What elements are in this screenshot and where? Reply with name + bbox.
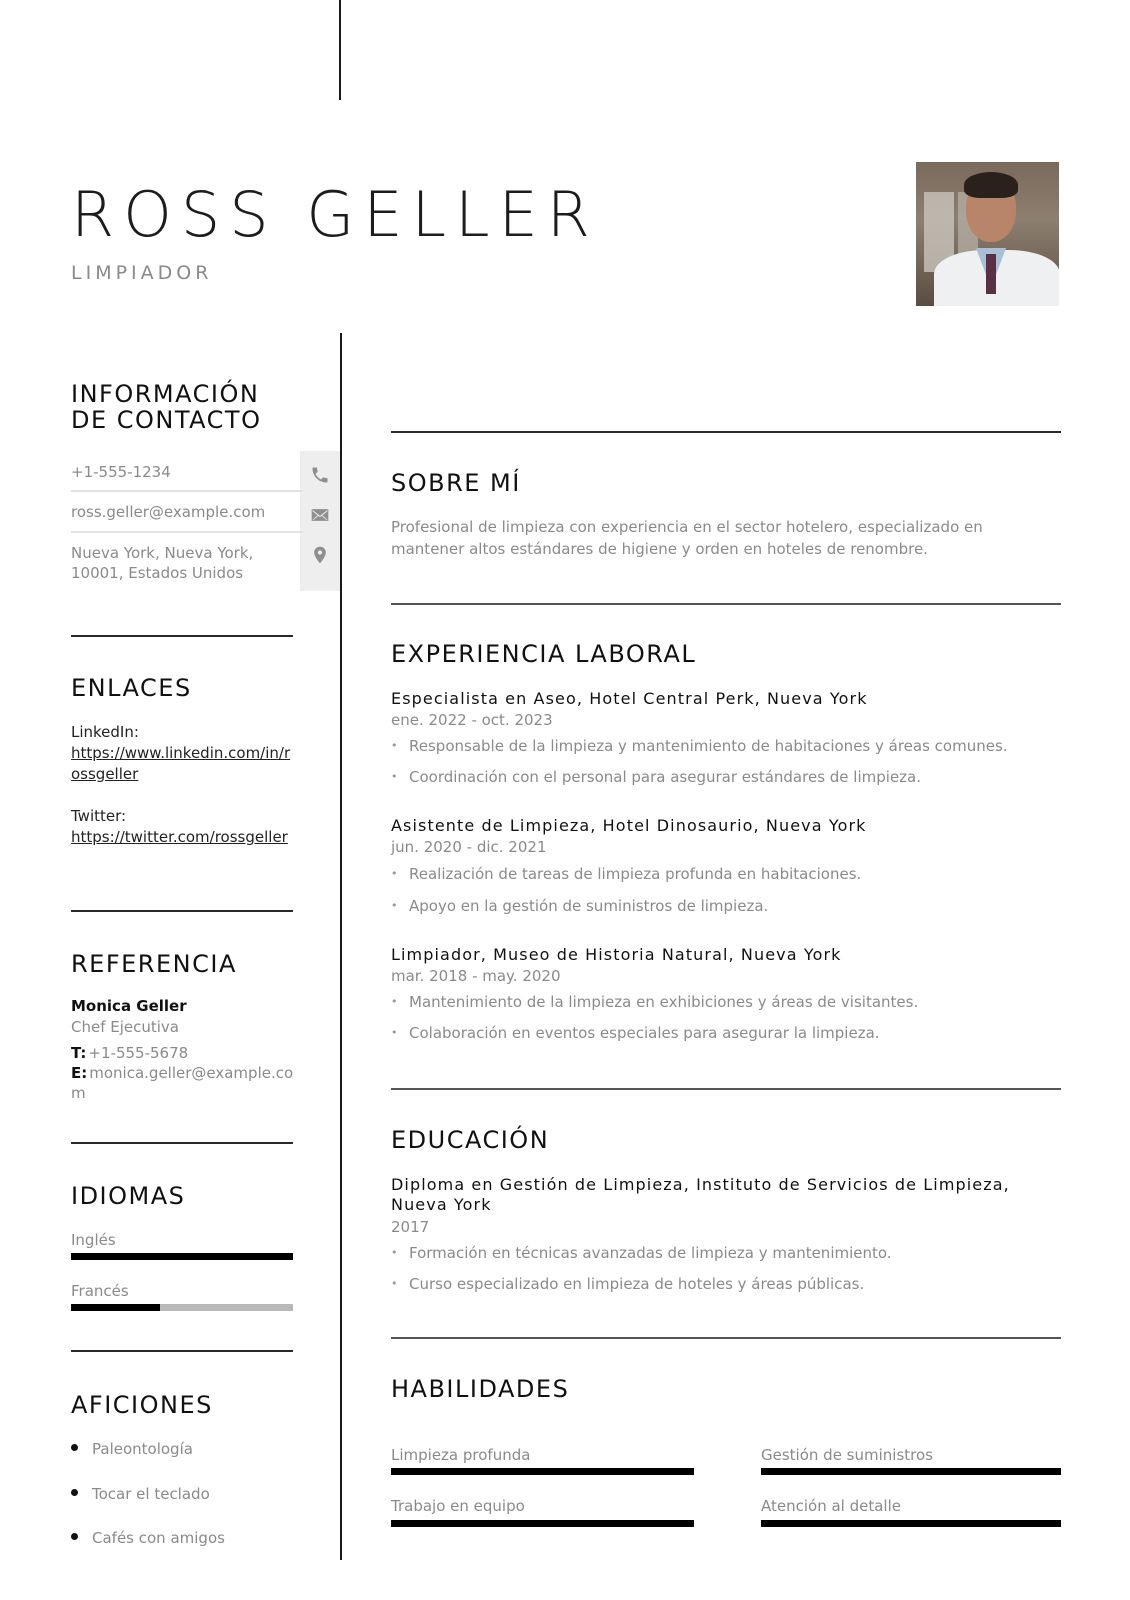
section-divider bbox=[71, 1142, 293, 1144]
about-text: Profesional de limpieza con experiencia en el sector hotelero, especializado en mantener altos estándares de higiene y orden en hoteles de renombre. bbox=[391, 518, 983, 558]
job-heading: Asistente de Limpieza, Hotel Dinosaurio, Nueva York bbox=[391, 816, 867, 835]
skill-level-bar bbox=[391, 1468, 694, 1475]
reference-phone-label: T: bbox=[71, 1044, 87, 1062]
mail-icon bbox=[310, 505, 330, 525]
location-pin-icon bbox=[310, 545, 330, 565]
skill-label: Atención al detalle bbox=[761, 1497, 901, 1515]
language-french-bar bbox=[71, 1304, 293, 1311]
section-divider bbox=[391, 603, 1061, 605]
job-bullet: • Coordinación con el personal para asegurar estándares de limpieza. bbox=[391, 768, 921, 786]
education-section-title: EDUCACIÓN bbox=[391, 1126, 550, 1154]
section-divider bbox=[71, 635, 293, 637]
education-heading: Diploma en Gestión de Limpieza, Instituto de Servicios de Limpieza, Nueva York bbox=[391, 1175, 1010, 1214]
job-heading: Limpiador, Museo de Historia Natural, Nueva York bbox=[391, 945, 842, 964]
hobby-item: Tocar el teclado bbox=[71, 1485, 210, 1503]
reference-phone[interactable]: +1-555-5678 bbox=[88, 1044, 189, 1062]
contact-title-line1: INFORMACIÓN bbox=[71, 380, 260, 408]
bullet-dot-icon bbox=[71, 1489, 78, 1496]
job-dates: jun. 2020 - dic. 2021 bbox=[391, 838, 547, 856]
education-bullet: • Curso especializado en limpieza de hoteles y áreas públicas. bbox=[391, 1275, 865, 1293]
top-vertical-divider bbox=[339, 0, 341, 100]
column-vertical-divider bbox=[340, 333, 342, 1560]
skill-level-bar bbox=[761, 1520, 1061, 1527]
contact-section-title bbox=[71, 381, 261, 433]
job-bullet: • Realización de tareas de limpieza profunda en habitaciones. bbox=[391, 865, 862, 883]
section-divider bbox=[71, 910, 293, 912]
skill-label: Gestión de suministros bbox=[761, 1446, 933, 1464]
contact-phone[interactable]: +1-555-1234 bbox=[71, 463, 171, 481]
reference-section-title: REFERENCIA bbox=[71, 950, 237, 978]
contact-divider bbox=[71, 490, 303, 492]
hobby-item: Cafés con amigos bbox=[71, 1529, 225, 1547]
reference-name: Monica Geller bbox=[71, 997, 187, 1015]
contact-address bbox=[71, 543, 301, 583]
links-section-title: ENLACES bbox=[71, 674, 192, 702]
skill-label: Limpieza profunda bbox=[391, 1446, 531, 1464]
twitter-link[interactable]: https://twitter.com/rossgeller bbox=[71, 828, 288, 846]
language-level-fill bbox=[71, 1253, 293, 1260]
skills-section-title: HABILIDADES bbox=[391, 1375, 570, 1403]
job-dates: ene. 2022 - oct. 2023 bbox=[391, 711, 553, 729]
language-french-label: Francés bbox=[71, 1282, 129, 1300]
bullet-dot-icon bbox=[71, 1533, 78, 1540]
contact-email[interactable]: ross.geller@example.com bbox=[71, 503, 266, 521]
skill-level-bar bbox=[761, 1468, 1061, 1475]
skill-label: Trabajo en equipo bbox=[391, 1497, 525, 1515]
job-heading: Especialista en Aseo, Hotel Central Perk, Nueva York bbox=[391, 689, 868, 708]
languages-section-title: IDIOMAS bbox=[71, 1182, 186, 1210]
reference-role: Chef Ejecutiva bbox=[71, 1018, 180, 1036]
reference-email-label: E: bbox=[71, 1064, 88, 1082]
education-bullet: • Formación en técnicas avanzadas de limpieza y mantenimiento. bbox=[391, 1244, 892, 1262]
job-bullet: • Apoyo en la gestión de suministros de limpieza. bbox=[391, 897, 769, 915]
section-divider bbox=[391, 1337, 1061, 1339]
about-section-title: SOBRE MÍ bbox=[391, 469, 521, 497]
section-divider bbox=[391, 431, 1061, 433]
education-year: 2017 bbox=[391, 1218, 430, 1236]
language-level-fill bbox=[71, 1304, 160, 1311]
section-divider bbox=[391, 1088, 1061, 1090]
job-bullet: • Mantenimiento de la limpieza en exhibiciones y áreas de visitantes. bbox=[391, 993, 919, 1011]
contact-icon-column bbox=[300, 451, 340, 591]
hobbies-section-title: AFICIONES bbox=[71, 1391, 213, 1419]
phone-icon bbox=[310, 465, 330, 485]
hobby-item: Paleontología bbox=[71, 1440, 193, 1458]
address-line2: 10001, Estados Unidos bbox=[71, 564, 244, 582]
experience-section-title: EXPERIENCIA LABORAL bbox=[391, 640, 697, 668]
job-dates: mar. 2018 - may. 2020 bbox=[391, 967, 561, 985]
reference-email-row bbox=[71, 1063, 301, 1103]
bullet-dot-icon bbox=[71, 1444, 78, 1451]
linkedin-link[interactable]: https://www.linkedin.com/in/rossgeller bbox=[71, 744, 291, 783]
language-english-bar bbox=[71, 1253, 293, 1260]
address-line1: Nueva York, Nueva York, bbox=[71, 544, 254, 562]
reference-email[interactable]: monica.geller@example.com bbox=[71, 1064, 294, 1102]
contact-title-line2: DE CONTACTO bbox=[71, 406, 262, 434]
profile-photo bbox=[916, 162, 1059, 306]
language-english-label: Inglés bbox=[71, 1231, 116, 1249]
reference-phone-row bbox=[71, 1043, 301, 1063]
section-divider bbox=[71, 1350, 293, 1352]
twitter-label: Twitter: bbox=[71, 807, 127, 825]
candidate-job-title: LIMPIADOR bbox=[71, 262, 213, 284]
job-bullet: • Colaboración en eventos especiales para asegurar la limpieza. bbox=[391, 1024, 880, 1042]
candidate-name: ROSS GELLER bbox=[71, 178, 599, 251]
linkedin-label: LinkedIn: bbox=[71, 723, 139, 741]
skill-level-bar bbox=[391, 1520, 694, 1527]
contact-divider bbox=[71, 531, 303, 533]
job-bullet: • Responsable de la limpieza y mantenimiento de habitaciones y áreas comunes. bbox=[391, 737, 1008, 755]
